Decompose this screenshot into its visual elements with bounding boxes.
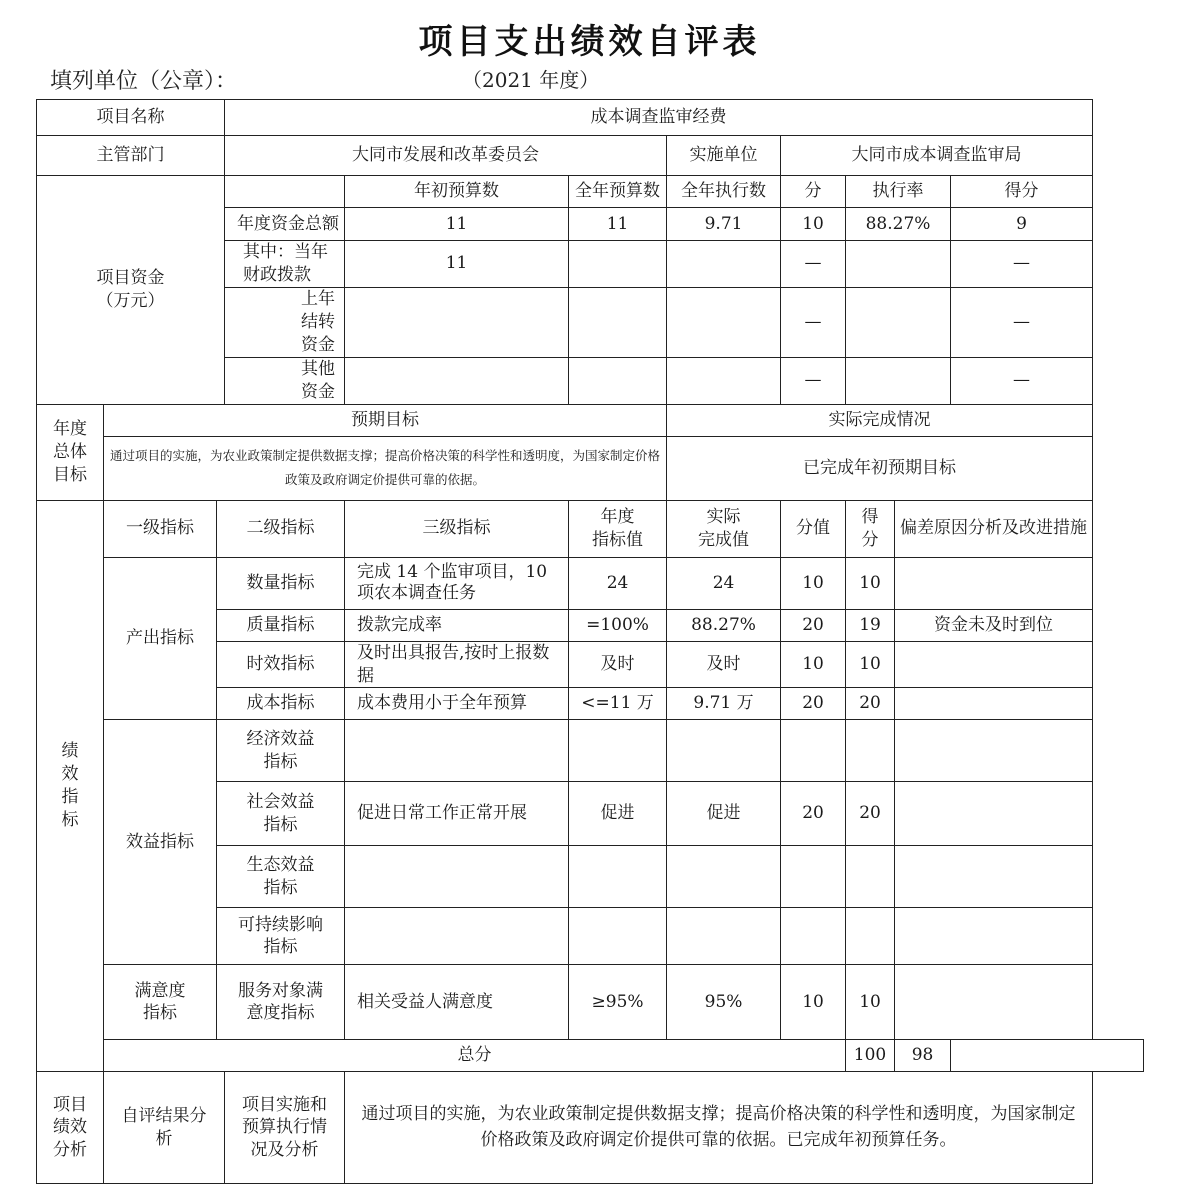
perf-deviation: [895, 782, 1093, 846]
expected-goal-header: 预期目标: [104, 404, 667, 436]
funds-cell: 9: [951, 208, 1093, 241]
total-blank: [951, 1040, 1144, 1072]
perf-score: 10: [846, 557, 895, 609]
total-points: 100: [846, 1040, 895, 1072]
funds-label: 项目资金 （万元）: [37, 176, 225, 405]
perf-points: [781, 908, 846, 965]
perf-actual: 及时: [667, 641, 781, 688]
year-label: （2021 年度）: [462, 68, 600, 92]
perf-level3: [345, 846, 569, 908]
funds-row-label: 其中：当年财政拨款: [225, 241, 345, 288]
perf-points: [781, 720, 846, 782]
perf-group-label: 满意度 指标: [104, 965, 217, 1040]
analysis-row: [37, 1072, 1144, 1184]
perf-header-actual: 实际 完成值: [667, 500, 781, 557]
perf-deviation: [895, 641, 1093, 688]
perf-actual: 95%: [667, 965, 781, 1040]
implementer-label: 实施单位: [667, 136, 781, 176]
expected-goal-text: 通过项目的实施，为农业政策制定提供数据支撑；提高价格决策的科学性和透明度，为国家制定价格政策及政府调定价提供可靠的依据。: [104, 436, 667, 500]
perf-level2: 可持续影响 指标: [217, 908, 345, 965]
perf-deviation: [895, 965, 1093, 1040]
perf-level3: 相关受益人满意度: [345, 965, 569, 1040]
funds-cell: [846, 287, 951, 357]
perf-score: [846, 720, 895, 782]
goals-row: [37, 436, 1144, 500]
funds-cell: [569, 357, 667, 404]
perf-level2: 经济效益 指标: [217, 720, 345, 782]
funds-header-row: [37, 176, 1144, 208]
funds-cell: [569, 287, 667, 357]
funds-header-points: 分: [781, 176, 846, 208]
actual-completion-header: 实际完成情况: [667, 404, 1093, 436]
analysis-label: 项目 绩效 分析: [37, 1072, 104, 1184]
actual-completion-text: 已完成年初预期目标: [667, 436, 1093, 500]
perf-points: 20: [781, 782, 846, 846]
funds-cell: —: [951, 241, 1093, 288]
perf-actual: 24: [667, 557, 781, 609]
perf-target: =100%: [569, 609, 667, 641]
perf-header-target: 年度 指标值: [569, 500, 667, 557]
funds-cell: [345, 287, 569, 357]
evaluation-table: [36, 99, 1144, 1184]
implementer-value: 大同市成本调查监审局: [781, 136, 1093, 176]
funds-cell: [345, 357, 569, 404]
funds-row-label: 上年结转资金: [225, 287, 345, 357]
perf-target: ≥95%: [569, 965, 667, 1040]
perf-header-deviation: 偏差原因分析及改进措施: [895, 500, 1093, 557]
perf-level3: [345, 720, 569, 782]
project-name-value: 成本调查监审经费: [225, 100, 1093, 136]
funds-cell: 10: [781, 208, 846, 241]
perf-deviation: [895, 688, 1093, 720]
perf-level2: 数量指标: [217, 557, 345, 609]
perf-label: 绩 效 指 标: [37, 500, 104, 1072]
perf-level2: 成本指标: [217, 688, 345, 720]
perf-level3: 完成 14 个监审项目，10 项农本调查任务: [345, 557, 569, 609]
perf-header-level3: 三级指标: [345, 500, 569, 557]
perf-score: 20: [846, 782, 895, 846]
perf-row: [37, 720, 1144, 782]
perf-deviation: [895, 846, 1093, 908]
perf-score: 20: [846, 688, 895, 720]
perf-group-label: 效益指标: [104, 720, 217, 965]
perf-header-row: [37, 500, 1144, 557]
perf-actual: [667, 720, 781, 782]
funds-row-label: 其他资金: [225, 357, 345, 404]
perf-target: [569, 720, 667, 782]
perf-level2: 时效指标: [217, 641, 345, 688]
funds-cell: —: [781, 241, 846, 288]
funds-cell: —: [951, 287, 1093, 357]
perf-target: 及时: [569, 641, 667, 688]
department-row: [37, 136, 1144, 176]
funds-header-blank: [225, 176, 345, 208]
total-score: 98: [895, 1040, 951, 1072]
perf-actual: 9.71 万: [667, 688, 781, 720]
analysis-sub2: 项目实施和 预算执行情 况及分析: [225, 1072, 345, 1184]
perf-actual: 促进: [667, 782, 781, 846]
funds-cell: 11: [569, 208, 667, 241]
perf-score: 19: [846, 609, 895, 641]
perf-actual: [667, 908, 781, 965]
analysis-sub1: 自评结果分 析: [104, 1072, 225, 1184]
funds-cell: —: [781, 357, 846, 404]
funds-cell: 88.27%: [846, 208, 951, 241]
perf-header-score: 得 分: [846, 500, 895, 557]
perf-level2: 服务对象满 意度指标: [217, 965, 345, 1040]
perf-target: 24: [569, 557, 667, 609]
perf-score: [846, 846, 895, 908]
perf-deviation: [895, 908, 1093, 965]
perf-deviation: 资金未及时到位: [895, 609, 1093, 641]
funds-cell: —: [781, 287, 846, 357]
perf-level3: 及时出具报告,按时上报数据: [345, 641, 569, 688]
funds-cell: [846, 241, 951, 288]
funds-cell: 9.71: [667, 208, 781, 241]
perf-level3: 拨款完成率: [345, 609, 569, 641]
funds-header-initial-budget: 年初预算数: [345, 176, 569, 208]
perf-header-level2: 二级指标: [217, 500, 345, 557]
funds-cell: [667, 287, 781, 357]
perf-header-level1: 一级指标: [104, 500, 217, 557]
perf-deviation: [895, 557, 1093, 609]
perf-header-points: 分值: [781, 500, 846, 557]
perf-points: 10: [781, 965, 846, 1040]
perf-level3: [345, 908, 569, 965]
perf-level3: 促进日常工作正常开展: [345, 782, 569, 846]
perf-level3: 成本费用小于全年预算: [345, 688, 569, 720]
perf-target: [569, 908, 667, 965]
funds-header-score: 得分: [951, 176, 1093, 208]
perf-level2: 生态效益 指标: [217, 846, 345, 908]
funds-row-label: 年度资金总额: [225, 208, 345, 241]
perf-actual: [667, 846, 781, 908]
perf-group-label: 产出指标: [104, 557, 217, 720]
project-name-label: 项目名称: [37, 100, 225, 136]
perf-score: 10: [846, 965, 895, 1040]
perf-level2: 社会效益 指标: [217, 782, 345, 846]
perf-points: 20: [781, 609, 846, 641]
perf-target: [569, 846, 667, 908]
analysis-text: 通过项目的实施，为农业政策制定提供数据支撑；提高价格决策的科学性和透明度，为国家制定价格政策及政府调定价提供可靠的依据。已完成年初预算任务。: [345, 1072, 1093, 1184]
total-label: 总分: [104, 1040, 846, 1072]
perf-level2: 质量指标: [217, 609, 345, 641]
total-row: [37, 1040, 1144, 1072]
perf-row: [37, 557, 1144, 609]
project-name-row: [37, 100, 1144, 136]
goals-label: 年度 总体 目标: [37, 404, 104, 500]
funds-cell: —: [951, 357, 1093, 404]
perf-actual: 88.27%: [667, 609, 781, 641]
perf-score: [846, 908, 895, 965]
perf-points: 10: [781, 557, 846, 609]
department-label: 主管部门: [37, 136, 225, 176]
perf-points: [781, 846, 846, 908]
funds-cell: [667, 357, 781, 404]
funds-cell: [846, 357, 951, 404]
filling-unit-label: 填列单位（公章）：: [50, 69, 238, 94]
funds-cell: [569, 241, 667, 288]
funds-header-annual-execution: 全年执行数: [667, 176, 781, 208]
page-title: 项目支出绩效自评表: [418, 22, 761, 62]
perf-points: 10: [781, 641, 846, 688]
perf-points: 20: [781, 688, 846, 720]
perf-deviation: [895, 720, 1093, 782]
funds-cell: [667, 241, 781, 288]
perf-row: [37, 965, 1144, 1040]
funds-header-annual-budget: 全年预算数: [569, 176, 667, 208]
perf-score: 10: [846, 641, 895, 688]
goals-header-row: [37, 404, 1144, 436]
perf-target: <=11 万: [569, 688, 667, 720]
funds-cell: 11: [345, 241, 569, 288]
department-value: 大同市发展和改革委员会: [225, 136, 667, 176]
perf-target: 促进: [569, 782, 667, 846]
funds-cell: 11: [345, 208, 569, 241]
funds-header-execution-rate: 执行率: [846, 176, 951, 208]
